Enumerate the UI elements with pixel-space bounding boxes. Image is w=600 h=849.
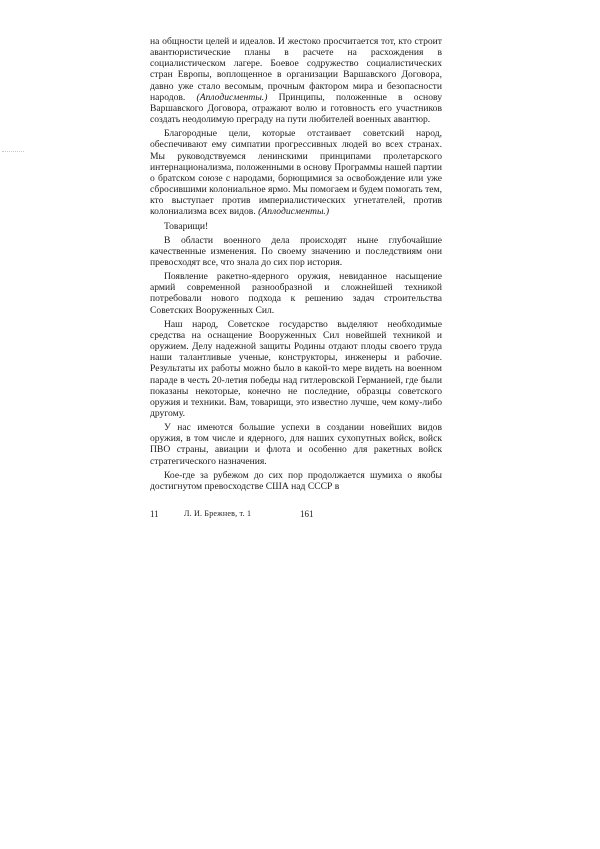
page-footer — [150, 509, 442, 523]
paragraph-7-text: У нас имеются большие успехи в создании новейших видов оружия, в том числе и ядерного, для наших сухопутных войск, войск ПВО страны, авиации и флота и особенно для ракетных войск стратегического назначения. — [150, 422, 442, 467]
applause-note-1: (Аплодисменты.) — [196, 91, 268, 103]
paragraph-8 — [150, 470, 442, 492]
paragraph-3 — [150, 221, 442, 232]
paragraph-5-text: Появление ракетно-ядерного оружия, невиданное насыщение армий современной разнообразной и сложнейшей техникой потребовали нового подхода к решению задач строительства Советских Вооруженных Сил. — [150, 271, 442, 316]
paragraph-7 — [150, 422, 442, 467]
paragraph-2 — [150, 128, 442, 217]
scan-margin-mark — [2, 151, 24, 153]
signature-mark: 11 — [150, 509, 159, 519]
paragraph-2-text: Благородные цели, которые отстаивает советский народ, обеспечивают ему симпатии прогрессивных людей во всех странах. Мы руководствуемся ленинскими принципами пролетарского интернационализма, положенными в основу Программы нашей партии о братском союзе с народами, борющимися за освобождение или уже сбросившими колониальное ярмо. Мы помогаем и будем помогать тем, кто выступает против империалистических угнетателей, против колониализма всех видов. — [150, 128, 442, 218]
paragraph-1-text: на общности целей и идеалов. И жестоко просчитается тот, кто строит авантюристические планы в расчете на расхождения в социалистическом лагере. Боевое содружество социалистических стран Европы, воплощенное в организации Варшавского Договора, давно уже стало весомым, прочным фактором мира и безопасности народов. — [150, 36, 442, 103]
body-text — [150, 36, 442, 495]
paragraph-6-text: Наш народ, Советское государство выделяют необходимые средства на оснащение Вооруженных Сил новейшей техникой и оружием. Делу надежной защиты Родины отдают плоды своего труда наши талантливые ученые, конструкторы, инженеры и рабочие. Результаты их работы можно было в какой-то мере видеть на военном параде в честь 20-летия победы над гитлеровской Германией, где были показаны некоторые, конечно не последние, образцы советского оружия и техники. Вам, товарищи, это известно лучше, чем кому-либо другому. — [150, 318, 442, 419]
applause-note-2: (Аплодисменты.) — [258, 206, 330, 218]
paragraph-6 — [150, 319, 442, 419]
paragraph-1 — [150, 36, 442, 125]
paragraph-4 — [150, 235, 442, 268]
paragraph-5 — [150, 271, 442, 316]
footer-author: Л. И. Брежнев, т. 1 — [184, 509, 252, 518]
paragraph-4-text: В области военного дела происходят ныне глубочайшие качественные изменения. По своему значению и последствиям они превосходят все, что знала до сих пор история. — [150, 234, 442, 268]
paragraph-1-tail: Принципы, положенные в основу Варшавского Договора, отражают волю и готовность его участников создать неодолимую преграду на пути любителей военных авантюр. — [150, 91, 442, 126]
paragraph-3-text: Товарищи! — [164, 220, 209, 232]
paragraph-8-text: Кое-где за рубежом до сих пор продолжается шумиха о якобы достигнутом превосходстве США над СССР в — [150, 469, 442, 492]
page-number: 161 — [300, 509, 314, 519]
